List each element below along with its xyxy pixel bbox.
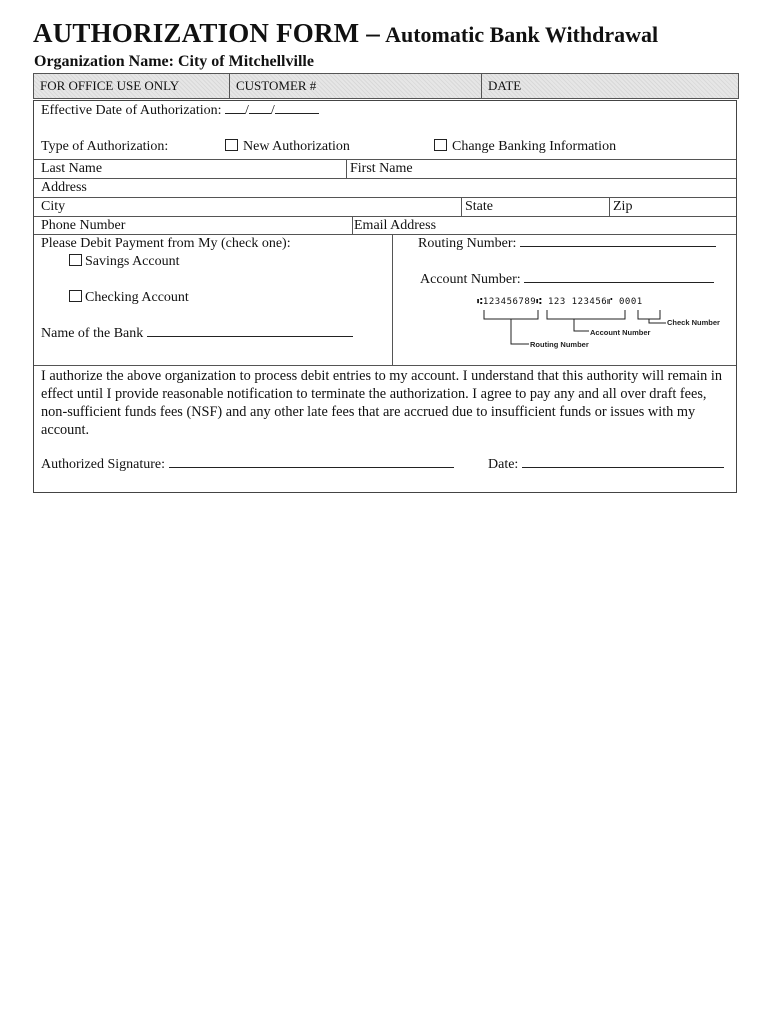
city-field[interactable]: City (41, 199, 66, 214)
micr-line: ⑆123456789⑆ 123 123456⑈ 0001 (477, 297, 643, 307)
debit-account-label: Please Debit Payment from My (check one): (41, 236, 291, 251)
office-use-label: FOR OFFICE USE ONLY (34, 74, 230, 98)
divider (392, 234, 393, 365)
signature-date-label: Date: (488, 457, 519, 472)
customer-number-field[interactable]: CUSTOMER # (230, 74, 482, 98)
new-authorization-checkbox[interactable] (225, 139, 238, 151)
signature-label: Authorized Signature: (41, 457, 166, 472)
effective-month-field[interactable] (225, 113, 245, 114)
bank-name-label: Name of the Bank (41, 326, 144, 341)
new-authorization-option[interactable]: New Authorization (225, 139, 350, 155)
effective-date-row: Effective Date of Authorization: / / (41, 103, 319, 119)
signature-field[interactable] (169, 467, 454, 468)
check-number-caption: Check Number (667, 318, 720, 327)
divider (609, 197, 610, 216)
divider (34, 178, 736, 179)
state-field[interactable]: State (465, 199, 493, 214)
divider (461, 197, 462, 216)
divider (34, 197, 736, 198)
divider (352, 216, 353, 235)
account-number-label: Account Number: (420, 272, 521, 287)
office-date-field[interactable]: DATE (488, 78, 522, 93)
divider (34, 365, 736, 366)
bank-name-row (41, 326, 353, 342)
bank-name-field[interactable] (147, 336, 353, 337)
checking-option[interactable]: Checking Account (69, 290, 189, 306)
effective-date-label: Effective Date of Authorization: (41, 103, 222, 118)
effective-year-field[interactable] (275, 113, 319, 114)
account-number-field[interactable] (524, 282, 714, 283)
authorization-type-label: Type of Authorization: (41, 139, 169, 154)
address-field[interactable]: Address (41, 180, 87, 195)
check-diagram (474, 295, 734, 357)
divider (34, 159, 736, 160)
office-use-bar (33, 73, 739, 99)
divider (34, 216, 736, 217)
signature-date-row (488, 457, 724, 473)
last-name-field[interactable]: Last Name (41, 161, 103, 176)
account-number-row (420, 272, 714, 288)
checking-checkbox[interactable] (69, 290, 82, 302)
signature-row (41, 457, 454, 473)
routing-number-field[interactable] (520, 246, 716, 247)
phone-field[interactable]: Phone Number (41, 218, 126, 233)
routing-number-label: Routing Number: (418, 236, 517, 251)
form-frame (33, 100, 737, 493)
organization-name: Organization Name: City of Mitchellville (34, 53, 314, 70)
zip-field[interactable]: Zip (613, 199, 633, 214)
divider (346, 159, 347, 178)
routing-number-row (418, 236, 716, 252)
authorization-statement: I authorize the above organization to process debit entries to my account. I understand that this authority will remain in effect until I provide reasonable notification to terminate the authorization. I agree to pay any and all over draft fees, non-sufficient funds fees (NSF) and any other late fees that are accrued due to insufficient funds or issues with my account. (41, 368, 723, 438)
form-title (33, 18, 658, 49)
email-field[interactable]: Email Address (354, 218, 437, 233)
change-banking-checkbox[interactable] (434, 139, 447, 151)
routing-number-caption: Routing Number (530, 340, 589, 349)
change-banking-option[interactable]: Change Banking Information (434, 139, 616, 155)
first-name-field[interactable]: First Name (350, 161, 413, 176)
signature-date-field[interactable] (522, 467, 724, 468)
savings-option[interactable]: Savings Account (69, 254, 180, 270)
title-sub: Automatic Bank Withdrawal (385, 22, 659, 47)
savings-checkbox[interactable] (69, 254, 82, 266)
account-number-caption: Account Number (590, 328, 651, 337)
divider (34, 234, 736, 235)
effective-day-field[interactable] (249, 113, 271, 114)
title-main: AUTHORIZATION FORM – (33, 18, 381, 48)
